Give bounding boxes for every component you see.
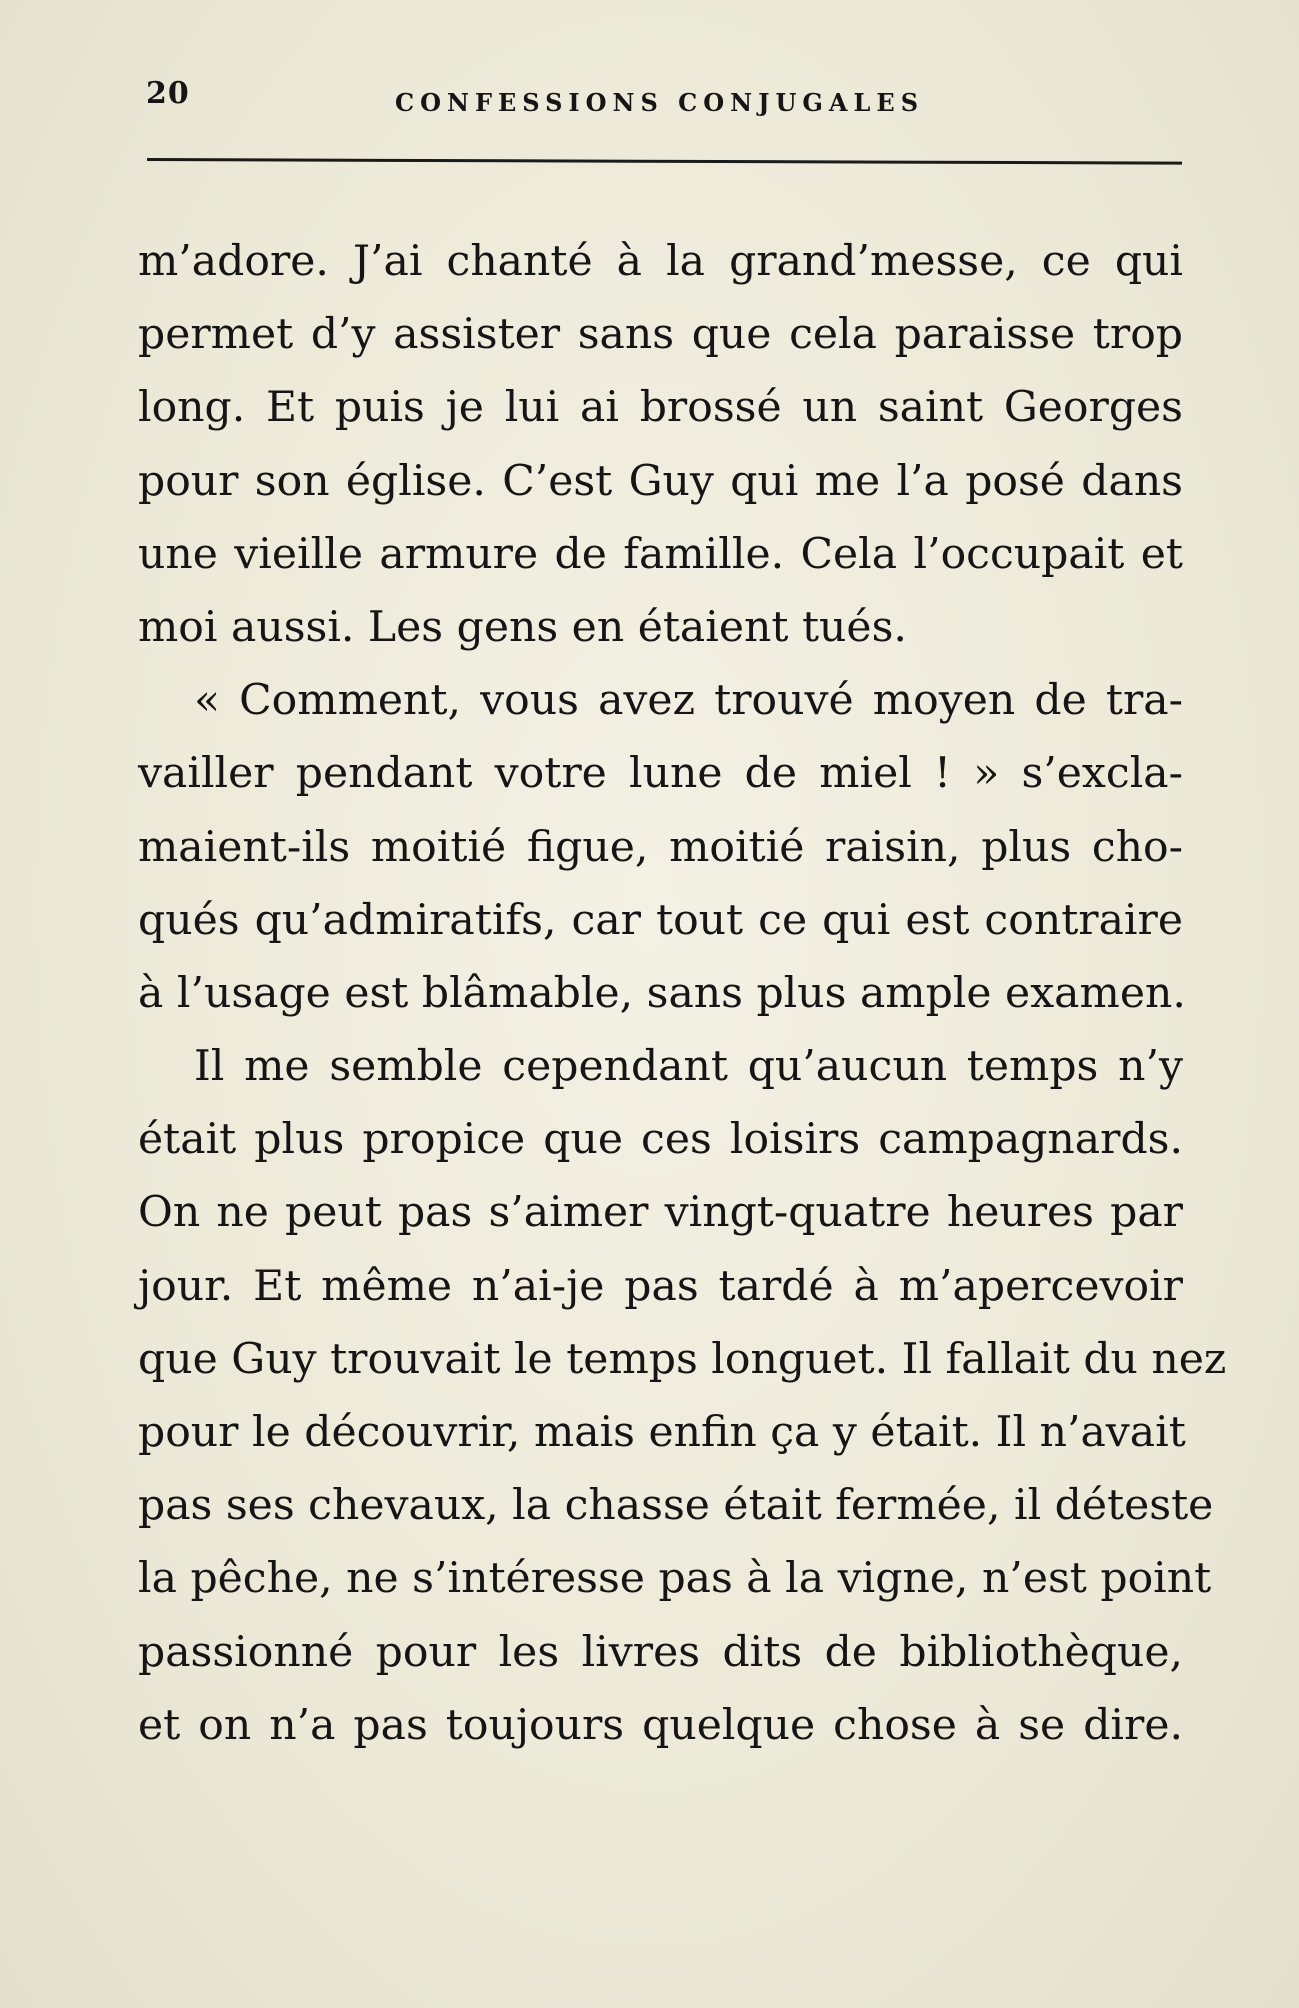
- text-line: qués qu’admiratifs, car tout ce qui est contraire: [138, 895, 1183, 945]
- header-rule: [147, 158, 1182, 165]
- text-line: maient-ils moitié figue, moitié raisin, plus cho-: [138, 822, 1183, 872]
- text-line: une vieille armure de famille. Cela l’occupait et: [138, 529, 1183, 579]
- text-line: « Comment, vous avez trouvé moyen de tra-: [194, 676, 1183, 726]
- text-line: pour le découvrir, mais enfin ça y était. Il n’avait: [138, 1408, 1186, 1457]
- text-line: était plus propice que ces loisirs campagnards.: [138, 1115, 1183, 1165]
- text-line: moi aussi. Les gens en étaient tués.: [138, 602, 907, 652]
- text-line: que Guy trouvait le temps longuet. Il fallait du nez: [138, 1334, 1227, 1384]
- body-text: [138, 225, 1227, 1762]
- text-line: pas ses chevaux, la chasse était fermée, il déteste: [138, 1481, 1214, 1531]
- text-line: vailler pendant votre lune de miel ! » s’excla-: [138, 749, 1183, 799]
- text-line: pour son église. C’est Guy qui me l’a posé dans: [138, 456, 1183, 506]
- text-line: Il me semble cependant qu’aucun temps n’y: [194, 1042, 1183, 1092]
- text-line: permet d’y assister sans que cela paraisse trop: [138, 310, 1183, 360]
- text-line: m’adore. J’ai chanté à la grand’messe, ce qui: [138, 237, 1183, 286]
- text-line: et on n’a pas toujours quelque chose à se dire.: [138, 1700, 1183, 1750]
- text-line: la pêche, ne s’intéresse pas à la vigne, n’est point: [138, 1554, 1212, 1604]
- running-title: CONFESSIONS CONJUGALES: [395, 88, 925, 117]
- page-number: 20: [146, 76, 190, 111]
- text-line: long. Et puis je lui ai brossé un saint Georges: [138, 383, 1183, 433]
- text-line: jour. Et même n’ai-je pas tardé à m’apercevoir: [138, 1261, 1183, 1311]
- text-line: On ne peut pas s’aimer vingt-quatre heures par: [138, 1188, 1183, 1238]
- text-line: passionné pour les livres dits de bibliothèque,: [138, 1627, 1183, 1677]
- text-line: à l’usage est blâmable, sans plus ample examen.: [138, 968, 1186, 1018]
